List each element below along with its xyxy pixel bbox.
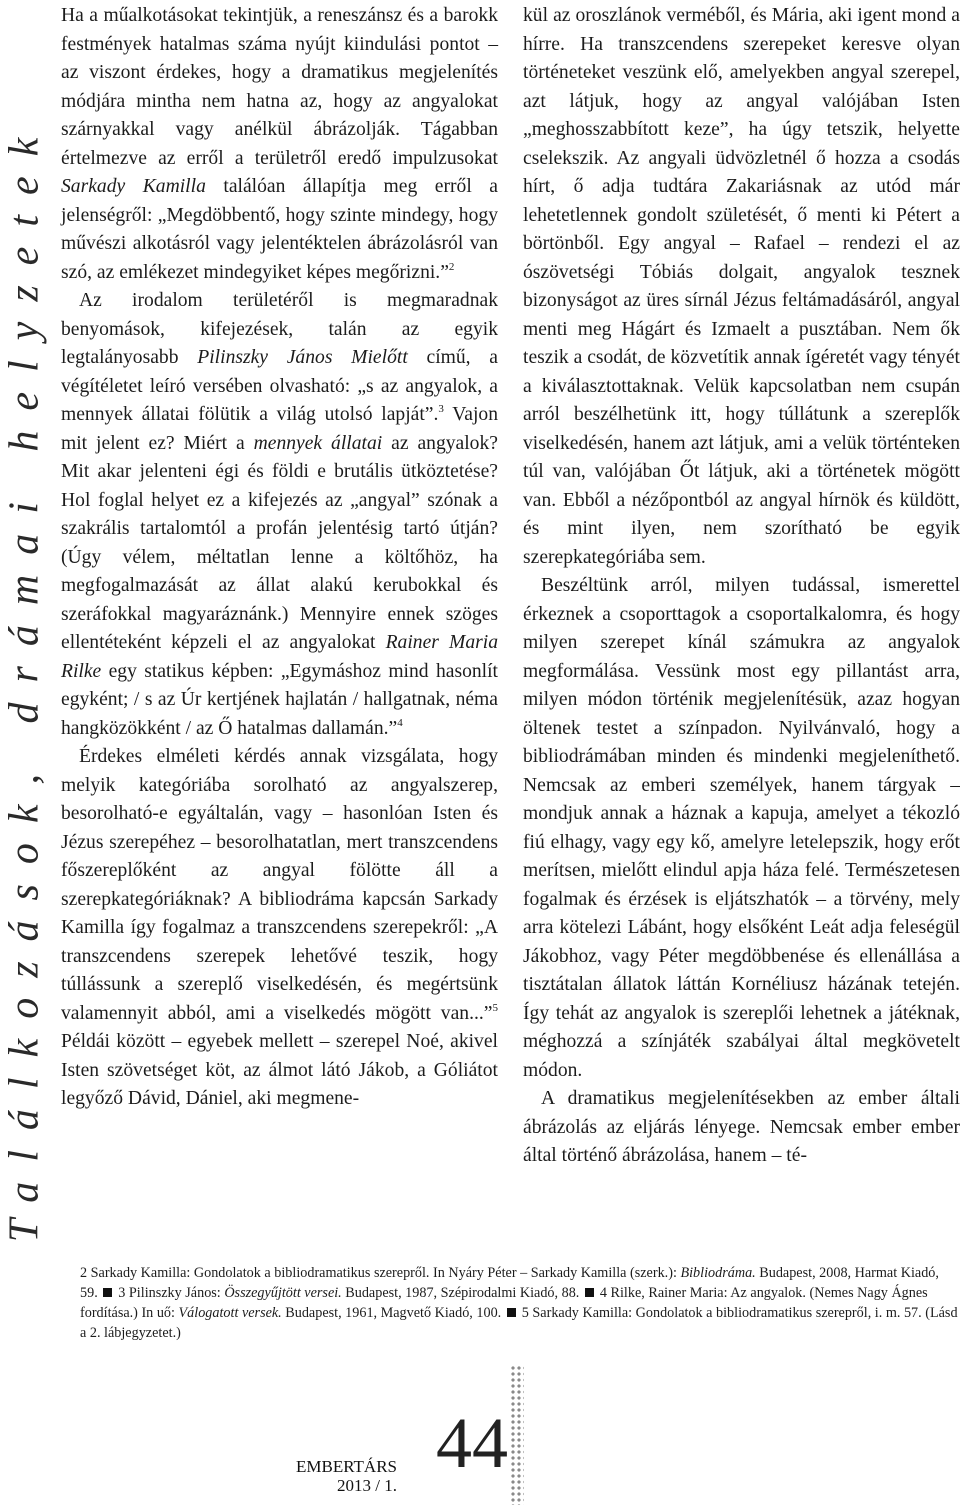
text-run: 2 Sarkady Kamilla: Gondolatok a bibliodramatikus szerepről. In Nyáry Péter – Sarkady Kamilla (szerk.): <box>80 1265 681 1281</box>
square-bullet-icon <box>585 1288 594 1297</box>
footnote-reference: 5 <box>492 1001 498 1014</box>
journal-issue: 2013 / 1. <box>337 1476 397 1495</box>
text-run: 5 Sarkady Kamilla: Gondolatok a bibliodramatikus szerepről, i. m. 57. (Lásd a 2. lábjegyzetet.) <box>80 1305 958 1341</box>
square-bullet-icon <box>103 1288 112 1297</box>
section-title-text: Találkozások, drámai helyzetek <box>1 117 47 1243</box>
text-run: A dramatikus megjelenítésekben az ember általi ábrázolás az eljárás lényege. Nemcsak ember ember által történő ábrázolása, hanem – té- <box>523 1088 960 1166</box>
text-run: találóan állapítja meg erről a jelenségről: „Megdöbbentő, hogy szinte mindegy, hogy művészi alkotásról vagy jelentéktelen ábrázolásról van szó, az emlékezet mindegyiket képes megőrizni.” <box>61 176 499 283</box>
page-number: 44 <box>436 1403 508 1483</box>
text-run: egy statikus képben: „Egymáshoz mind hasonlít egyként; / s az Úr kertjének hajlatán / hallgatnak, néma hangközökként / az Ő hatalmas dallamán.” <box>61 660 498 739</box>
paragraph <box>523 572 960 1085</box>
text-run: Ha a műalkotásokat tekintjük, a reneszánsz és a barokk festmények hatalmas száma nyújt kiindulási pontot – az viszont érdekes, hogy a dramatikus megjelenítés módjára mintha nem hatna az, hogy az angyalokat szárnyakkal vagy anélkül ábrázolják. Tágabban értelmezve az erről a területről eredő impulzusokat <box>61 5 498 169</box>
text-run: 4 Rilke, Rainer Maria: Az angyalok. (Nemes Nagy Ágnes fordítása.) In uő: <box>80 1285 928 1321</box>
footnote-reference: 3 <box>438 403 444 415</box>
italic-text: Válogatott versek. <box>178 1305 282 1321</box>
italic-text: Rainer Maria Rilke <box>61 632 498 682</box>
running-section-title <box>0 0 48 1360</box>
paragraph <box>61 743 498 1114</box>
text-run: című, a végítéletet leíró versében olvasható: „s az angyalok, a mennyek állatai fölütik a világ utolsó lapját”. <box>61 347 498 425</box>
paragraph <box>61 287 498 743</box>
right-text-column <box>523 2 960 1171</box>
text-run: 3 Pilinszky János: <box>118 1285 225 1301</box>
text-run: kül az oroszlánok verméből, és Mária, aki igent mond a hírre. Ha transzcendens szerepeket keresve olyan történeteket veszünk elő, amelyekben angyal szerepel, azt látjuk, hogy az angyal valójában Isten „meghosszabbított keze”, ha úgy tetszik, helyette cselekszik. Az angyali üdvözletnél ő hozza a csodás hírt, ő adja tudtára Zakariásnak az utód már lehetetlennek gondolt születését, ő menti ki Pétert a börtönből. Egy angyal – Rafael – rendezi el az ószövetségi Tóbiás dolgait, angyalok tesznek bizonyságot az üres sírnál Jézus feltámadásáról, angyal menti meg Hágárt és Izmaelt a pusztában. Nem ők teszik a csodát, de közvetítik annak ígéretét vagy tényét a kiválasztottaknak. Velük kapcsolatban nem csupán arról beszélhetünk itt, hogy túllátunk a szereplők viselkedésén, hanem azt látjuk, ami a velük történteken túl van, valójában Őt látjuk, aki a történetek mögött van. Ebből a nézőpontból az angyal hírnök és küldött, és mint ilyen, nem szorítható be egyik szerepkategóriába sem. <box>523 5 960 568</box>
paragraph <box>523 1085 960 1171</box>
italic-text: Pilinszky János Mielőtt <box>197 347 408 368</box>
text-run: Vajon mit jelent ez? Miért a <box>61 404 498 454</box>
text-run: Budapest, 2008, Harmat Kiadó, 59. <box>80 1265 939 1301</box>
footnotes <box>80 1263 960 1343</box>
italic-text: Sarkady Kamilla <box>61 176 206 197</box>
text-run: az angyalok? Mit akar jelenteni égi és földi e brutális ütköztetése? Hol foglal helyet ez a kifejezés az „angyal” szónak a szakrális tartalomtól a profán jelentésig tartó útján? (Úgy vélem, méltatlan lenne a költőhöz, ha megfogalmazását az állat alakú kerubokkal és szeráfokkal magyaráznánk.) Mennyire ennek szöges ellentéteként képzeli el az angyalokat <box>61 432 498 653</box>
text-run: Érdekes elméleti kérdés annak vizsgálata, hogy melyik kategóriába sorolható az angyalszerep, besorolható-e egyáltalán, vagy – hasonlóan Isten és Jézus szerepéhez – besorolhatatlan, mert transzcendens főszereplőként az angyal fölötte áll a szerepkategóriáknak? A bibliodráma kapcsán Sarkady Kamilla így fogalmaz a transzcendens szerepekről: „A transzcendens szerepek lehetővé teszik, hogy túllássunk a szereplő viselkedésén, és megértsünk valamennyit abból, ami a viselkedés mögött van...” <box>61 746 498 1024</box>
footnote-reference: 4 <box>397 716 403 729</box>
text-run: Példái között – egyebek mellett – szerepel Noé, akivel Isten szövetséget köt, az álmot látó Jákob, a Góliátot legyőző Dávid, Dániel, aki megmene- <box>61 1031 498 1109</box>
footnote-reference: 2 <box>448 260 455 273</box>
square-bullet-icon <box>507 1308 516 1317</box>
text-run: Budapest, 1961, Magvető Kiadó, 100. <box>281 1305 505 1321</box>
italic-text: Összegyűjtött versei. <box>224 1285 342 1301</box>
paragraph <box>523 2 960 572</box>
italic-text: Bibliodráma. <box>680 1265 756 1281</box>
italic-text: mennyek állatai <box>253 432 383 454</box>
left-text-column <box>61 2 498 1114</box>
dotted-divider <box>510 1365 524 1505</box>
journal-info <box>296 1457 397 1495</box>
paragraph <box>61 2 498 287</box>
text-run: Az irodalom területéről is megmaradnak benyomások, kifejezések, talán az egyik legtalányosabb <box>61 290 498 368</box>
text-run: Budapest, 1987, Szépirodalmi Kiadó, 88. <box>341 1285 583 1301</box>
journal-name: EMBERTÁRS <box>296 1457 397 1476</box>
text-run: Beszéltünk arról, milyen tudással, ismerettel érkeznek a csoporttagok a csoportalkalomra, és hogy milyen szerepet kínál számukra az angyalok megformálása. Vessünk most egy pillantást arra, milyen módon történik megjelenítésük, azaz hogyan öltenek testet a színpadon. Nyilvánvaló, hogy a bibliodrámában minden és mindenki megjeleníthető. Nemcsak az emberi személyek, hanem tárgyak – mondjuk annak a háznak a kapuja, amelyet a tékozló fiú elhagy, vagy egy kő, amelyre letelepszik, hogy erőt merítsen, mielőtt elindul apja háza felé. Természetesen fogalmak és érzések is eljátszhatók – a törvény, mely arra kötelezi Lábánt, hogy elsőként Leát adja feleségül Jákobhoz, vagy Péter megdöbbenése és ellenállása a tisztátalan állatok láttán Kornéliusz házának tetején. Így tehát az angyalok is szereplői lehetnek a játéknak, méghozzá a színjáték szabályai által megkövetelt módon. <box>523 575 960 1081</box>
